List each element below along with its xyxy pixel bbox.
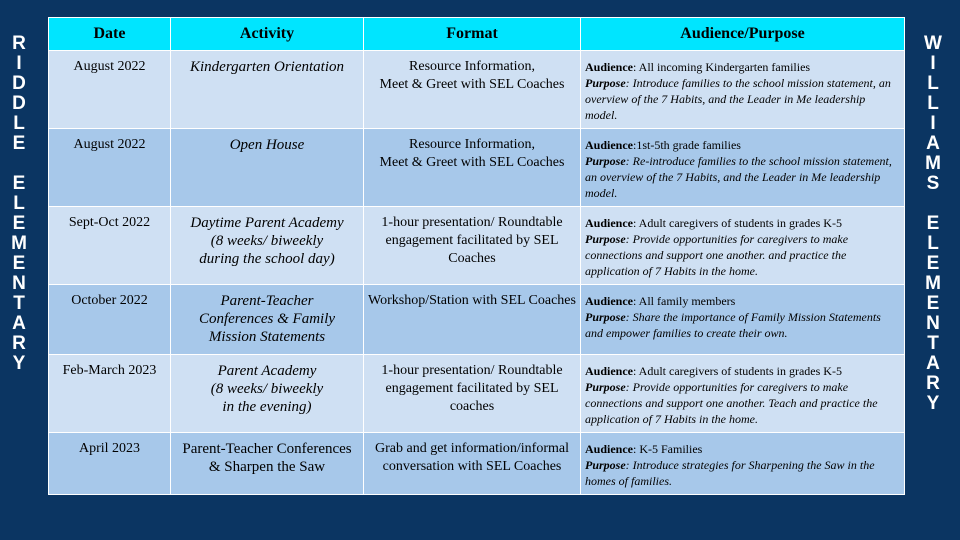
williams-letter: E: [926, 253, 940, 274]
riddle-letter: N: [12, 273, 26, 294]
purpose-line: [585, 231, 900, 279]
cell-activity: Parent Academy (8 weeks/ biweekly in the evening): [171, 355, 364, 433]
riddle-letter: L: [13, 193, 25, 214]
table-row: [49, 207, 905, 285]
audience-text: :1st-5th grade families: [633, 138, 741, 152]
cell-activity: Open House: [171, 129, 364, 207]
cell-date: October 2022: [49, 285, 171, 355]
williams-letter: A: [926, 133, 940, 154]
audience-label: Audience: [585, 442, 633, 456]
audience-label: Audience: [585, 294, 633, 308]
audience-text: : Adult caregivers of students in grades K-5: [633, 216, 842, 230]
side-label-riddle-elementary: [4, 34, 34, 374]
riddle-letter: D: [12, 73, 26, 94]
williams-letter: L: [927, 73, 939, 94]
audience-text: : K-5 Families: [633, 442, 703, 456]
purpose-line: [585, 457, 900, 489]
cell-date: Feb-March 2023: [49, 355, 171, 433]
riddle-letter: [4, 154, 34, 174]
riddle-letter: T: [13, 293, 25, 314]
purpose-text: : Re-introduce families to the school mission statement, an overview of the 7 Habits, and the Leader in Me leadership model.: [585, 154, 892, 200]
audience-label: Audience: [585, 216, 633, 230]
side-label-williams-elementary: [918, 34, 948, 414]
table-row: [49, 129, 905, 207]
williams-letter: E: [926, 293, 940, 314]
cell-date: August 2022: [49, 129, 171, 207]
williams-letter: Y: [926, 393, 940, 414]
cell-audience-purpose: [581, 285, 905, 355]
cell-activity: Kindergarten Orientation: [171, 51, 364, 129]
purpose-label: Purpose: [585, 458, 626, 472]
purpose-line: [585, 75, 900, 123]
audience-line: [585, 363, 900, 379]
audience-label: Audience: [585, 138, 633, 152]
cell-audience-purpose: [581, 433, 905, 495]
cell-format: 1-hour presentation/ Roundtable engagement facilitated by SEL Coaches: [364, 207, 581, 285]
table-row: [49, 51, 905, 129]
table-header-row: [49, 18, 905, 51]
cell-format: 1-hour presentation/ Roundtable engagement facilitated by SEL coaches: [364, 355, 581, 433]
purpose-text: : Provide opportunities for caregivers to make connections and support one another. Teach and practice the application of 7 Habits in the home.: [585, 380, 878, 426]
williams-letter: L: [927, 93, 939, 114]
audience-line: [585, 441, 900, 457]
riddle-letter: I: [16, 53, 22, 74]
cell-activity: Parent-Teacher Conferences & Family Mission Statements: [171, 285, 364, 355]
purpose-line: [585, 309, 900, 341]
williams-letter: A: [926, 353, 940, 374]
williams-letter: S: [926, 173, 940, 194]
audience-label: Audience: [585, 364, 633, 378]
audience-text: : All incoming Kindergarten families: [633, 60, 811, 74]
engagement-table: [48, 17, 905, 495]
header-format: Format: [364, 18, 581, 51]
williams-letter: E: [926, 213, 940, 234]
cell-date: Sept-Oct 2022: [49, 207, 171, 285]
riddle-letter: L: [13, 113, 25, 134]
riddle-letter: A: [12, 313, 26, 334]
purpose-label: Purpose: [585, 76, 626, 90]
audience-text: : Adult caregivers of students in grades K-5: [633, 364, 842, 378]
williams-letter: [918, 194, 948, 214]
williams-letter: I: [930, 53, 936, 74]
williams-letter: R: [926, 373, 940, 394]
audience-text: : All family members: [633, 294, 736, 308]
table-row: [49, 285, 905, 355]
cell-format: Workshop/Station with SEL Coaches: [364, 285, 581, 355]
riddle-letter: Y: [12, 353, 26, 374]
riddle-letter: R: [12, 33, 26, 54]
audience-line: [585, 59, 900, 75]
cell-format: Resource Information, Meet & Greet with SEL Coaches: [364, 51, 581, 129]
williams-letter: M: [925, 273, 941, 294]
audience-line: [585, 293, 900, 309]
riddle-letter: E: [12, 253, 26, 274]
cell-audience-purpose: [581, 355, 905, 433]
riddle-letter: E: [12, 173, 26, 194]
audience-label: Audience: [585, 60, 633, 74]
purpose-text: : Introduce strategies for Sharpening the Saw in the homes of families.: [585, 458, 875, 488]
table-row: [49, 355, 905, 433]
audience-line: [585, 137, 900, 153]
purpose-label: Purpose: [585, 232, 626, 246]
riddle-letter: E: [12, 213, 26, 234]
cell-date: April 2023: [49, 433, 171, 495]
header-activity: Activity: [171, 18, 364, 51]
riddle-letter: M: [11, 233, 27, 254]
purpose-text: : Share the importance of Family Mission Statements and empower families to create their own.: [585, 310, 881, 340]
williams-letter: M: [925, 153, 941, 174]
cell-format: Grab and get information/informal conversation with SEL Coaches: [364, 433, 581, 495]
header-audience-purpose: Audience/Purpose: [581, 18, 905, 51]
riddle-letter: R: [12, 333, 26, 354]
purpose-label: Purpose: [585, 380, 626, 394]
cell-format: Resource Information, Meet & Greet with SEL Coaches: [364, 129, 581, 207]
purpose-text: : Introduce families to the school mission statement, an overview of the 7 Habits, and the Leader in Me leadership model.: [585, 76, 891, 122]
cell-activity: Daytime Parent Academy (8 weeks/ biweekly during the school day): [171, 207, 364, 285]
williams-letter: T: [927, 333, 939, 354]
audience-line: [585, 215, 900, 231]
purpose-line: [585, 379, 900, 427]
cell-audience-purpose: [581, 51, 905, 129]
purpose-label: Purpose: [585, 154, 626, 168]
purpose-text: : Provide opportunities for caregivers to make connections and support one another. and practice the application of 7 Habits in the home.: [585, 232, 849, 278]
cell-audience-purpose: [581, 129, 905, 207]
williams-letter: N: [926, 313, 940, 334]
riddle-letter: D: [12, 93, 26, 114]
header-date: Date: [49, 18, 171, 51]
williams-letter: L: [927, 233, 939, 254]
williams-letter: I: [930, 113, 936, 134]
table-row: [49, 433, 905, 495]
williams-letter: W: [924, 33, 942, 54]
cell-activity: Parent-Teacher Conferences & Sharpen the Saw: [171, 433, 364, 495]
purpose-line: [585, 153, 900, 201]
riddle-letter: E: [12, 133, 26, 154]
purpose-label: Purpose: [585, 310, 626, 324]
cell-audience-purpose: [581, 207, 905, 285]
cell-date: August 2022: [49, 51, 171, 129]
